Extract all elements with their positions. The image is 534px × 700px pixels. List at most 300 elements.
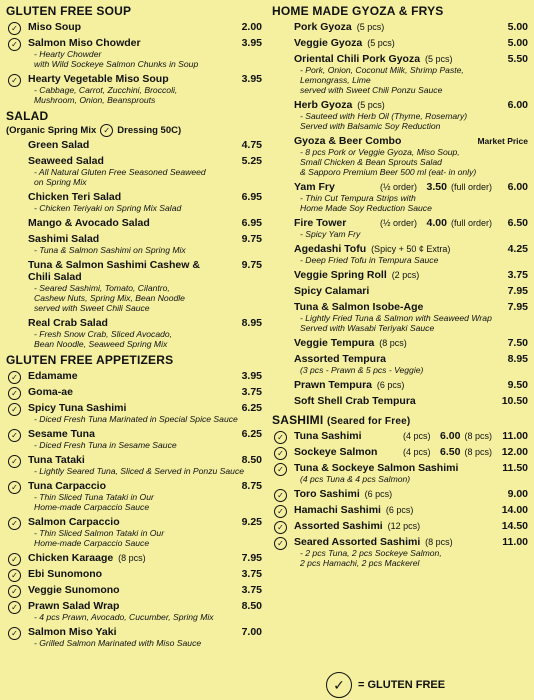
menu-item-description: Small Chicken & Bean Sprouts Salad	[300, 157, 442, 167]
menu-item-name: Seared Assorted Sashimi	[294, 536, 421, 548]
menu-item-price: 5.25	[241, 155, 262, 167]
menu-item	[6, 454, 262, 476]
menu-item-name: Salmon Carpaccio	[28, 516, 120, 528]
gluten-free-icon: ✓	[8, 585, 21, 598]
menu-item	[6, 155, 262, 187]
menu-item-row	[294, 395, 528, 407]
menu-item-name: Sesame Tuna	[28, 428, 95, 440]
menu-item-row	[28, 217, 262, 229]
menu-item-description: Home-made Carpaccio Sauce	[34, 502, 150, 512]
menu-item-row	[28, 21, 262, 33]
menu-item	[272, 430, 528, 442]
menu-item	[6, 21, 262, 33]
menu-item-price: 6.95	[241, 217, 262, 229]
menu-item-price-2: 6.50	[507, 217, 528, 229]
menu-item-row	[28, 600, 262, 612]
menu-item-row	[28, 37, 262, 49]
menu-item-price: 3.75	[241, 584, 262, 596]
menu-item-name: Oriental Chili Pork Gyoza	[294, 53, 421, 65]
menu-item	[6, 600, 262, 622]
gluten-free-icon: ✓	[274, 489, 287, 502]
menu-item	[272, 181, 528, 213]
legend-label: = GLUTEN FREE	[358, 679, 446, 691]
gyoza-list	[272, 21, 528, 177]
menu-item-price: 7.95	[507, 301, 528, 313]
menu-item	[272, 285, 528, 297]
left-column	[6, 0, 262, 652]
gluten-free-icon: ✓	[8, 371, 21, 384]
menu-item-name: Salmon Miso Chowder	[28, 37, 141, 49]
gluten-free-icon: ✓	[8, 22, 21, 35]
gluten-free-icon: ✓	[8, 569, 21, 582]
menu-item-name: Veggie Spring Roll	[294, 269, 387, 281]
menu-item-price-1: 4.00	[426, 217, 447, 229]
menu-item	[6, 370, 262, 382]
menu-item-size: (6 pcs)	[364, 489, 393, 499]
menu-item-description: Home-made Carpaccio Sauce	[34, 538, 150, 548]
menu-item	[272, 243, 528, 265]
gluten-free-icon: ✓	[8, 481, 21, 494]
menu-item-price: 9.00	[507, 488, 528, 500]
menu-item-name: Hamachi Sashimi	[294, 504, 381, 516]
menu-item-price-1: 3.50	[426, 181, 447, 193]
menu-item-name: Tuna Sashimi	[294, 430, 362, 442]
menu-item	[272, 269, 528, 281]
menu-item-size: (6 pcs)	[376, 380, 405, 390]
menu-item-price: 2.00	[241, 21, 262, 33]
menu-item-price: 7.95	[241, 552, 262, 564]
menu-item-row	[294, 520, 528, 532]
menu-item-price: 3.95	[241, 73, 262, 85]
menu-item-size: (8 pcs)	[425, 537, 453, 547]
gluten-free-legend-icon: ✓	[326, 672, 352, 698]
menu-item	[272, 446, 528, 458]
menu-item-price: 6.95	[241, 191, 262, 203]
menu-item-description: & Sapporo Premium Beer 500 ml (eat- in only)	[300, 167, 477, 177]
menu-item-price: Market Price	[477, 136, 528, 146]
menu-item-description: - Thin Sliced Tuna Tataki in Our	[34, 492, 154, 502]
menu-item-price: 7.00	[241, 626, 262, 638]
menu-item-description: - Seared Sashimi, Tomato, Cilantro,	[34, 283, 170, 293]
menu-item-price: 9.75	[241, 233, 262, 245]
menu-item	[272, 353, 528, 375]
menu-item-price: 3.95	[241, 370, 262, 382]
menu-item-row	[28, 139, 262, 151]
menu-item-name: Miso Soup	[28, 21, 82, 33]
menu-item-price: 8.75	[241, 480, 262, 492]
menu-item-row	[294, 37, 528, 49]
menu-item-row	[294, 430, 528, 442]
menu-item-description: - Cabbage, Carrot, Zucchini, Broccoli,	[34, 85, 178, 95]
menu-item-name-wrap	[294, 21, 488, 33]
menu-item-price: 5.00	[507, 21, 528, 33]
menu-item-size: (Spicy + 50 ¢ Extra)	[371, 244, 451, 254]
menu-item-row	[294, 488, 528, 500]
gluten-free-icon: ✓	[274, 537, 287, 550]
menu-item-row	[294, 504, 528, 516]
menu-item-size: (5 pcs)	[424, 54, 453, 64]
menu-item-name: Gyoza & Beer Combo	[294, 135, 402, 147]
menu-item-name-wrap	[294, 269, 488, 281]
menu-item-name: Seaweed Salad	[28, 155, 104, 167]
soup-list	[6, 21, 262, 105]
sashimi-title	[272, 413, 528, 427]
sashimi-dual-list	[272, 430, 528, 458]
gluten-free-icon: ✓	[8, 553, 21, 566]
menu-item-description: Lemongrass, Lime	[300, 75, 371, 85]
menu-item-row	[294, 269, 528, 281]
appetizers-list	[6, 370, 262, 648]
menu-item-size: (5 pcs)	[367, 38, 395, 48]
menu-item-name-wrap	[294, 53, 488, 65]
menu-item	[6, 139, 262, 151]
menu-item-price: 11.50	[502, 462, 528, 474]
menu-item	[272, 135, 528, 177]
menu-item	[6, 584, 262, 596]
menu-item-row	[294, 135, 528, 147]
gyoza-title: HOME MADE GYOZA & FRYS	[272, 4, 444, 18]
menu-item-name: Tuna Carpaccio	[28, 480, 106, 492]
menu-item	[272, 520, 528, 532]
menu-item-description: - Tuna & Salmon Sashimi on Spring Mix	[34, 245, 186, 255]
menu-item-price: 3.95	[241, 37, 262, 49]
menu-item	[6, 217, 262, 229]
menu-item-price: 4.75	[241, 139, 262, 151]
menu-item-price: 3.75	[241, 568, 262, 580]
menu-item-size-2: (full order)	[450, 218, 492, 228]
menu-item-description: with Wild Sockeye Salmon Chunks in Soup	[34, 59, 199, 69]
menu-item	[272, 21, 528, 33]
menu-item-name-wrap	[294, 520, 488, 532]
menu-item-name: Chicken Karaage	[28, 552, 114, 564]
menu-item-row	[294, 446, 528, 458]
menu-item-description: - Lightly Seared Tuna, Sliced & Served in Ponzu Sauce	[34, 466, 245, 476]
menu-item-name: Green Salad	[28, 139, 90, 151]
menu-item-name-wrap	[294, 504, 488, 516]
menu-item-row	[294, 337, 528, 349]
menu-item	[6, 73, 262, 105]
sashimi-title-text: SASHIMI	[272, 413, 324, 427]
menu-item-price: 3.75	[507, 269, 528, 281]
menu-item-description: - Lightly Fried Tuna & Salmon with Seaweed Wrap	[300, 313, 492, 323]
menu-item	[272, 379, 528, 391]
menu-item-name-wrap	[294, 536, 488, 548]
menu-item-name-wrap	[294, 37, 488, 49]
menu-item-row	[294, 99, 528, 111]
menu-item	[272, 217, 528, 239]
menu-item-row	[294, 53, 528, 65]
menu-item-description: - Hearty Chowder	[34, 49, 102, 59]
menu-item-price: 7.50	[507, 337, 528, 349]
menu-item	[272, 99, 528, 131]
menu-item-name-wrap	[28, 552, 222, 564]
menu-item	[6, 37, 262, 69]
menu-item-price-2: 11.00	[502, 430, 528, 442]
menu-item-name: Soft Shell Crab Tempura	[294, 395, 416, 407]
menu-item-price-2: 6.00	[507, 181, 528, 193]
menu-item-size-2: (8 pcs)	[464, 431, 492, 441]
menu-item-size-2: (full order)	[450, 182, 492, 192]
menu-item-row	[294, 353, 528, 365]
sashimi-list	[272, 462, 528, 568]
menu-item-description: - Fresh Snow Crab, Sliced Avocado,	[34, 329, 173, 339]
menu-item-description: - Sauteed with Herb Oil (Thyme, Rosemary)	[300, 111, 468, 121]
menu-item-price: 9.50	[507, 379, 528, 391]
menu-item-name: Toro Sashimi	[294, 488, 360, 500]
menu-item-row	[28, 73, 262, 85]
menu-item-row	[28, 428, 262, 440]
menu-item-row	[28, 584, 262, 596]
menu-item-name: Edamame	[28, 370, 78, 382]
menu-item-row	[294, 217, 528, 229]
menu-item-description: (3 pcs - Prawn & 5 pcs - Veggie)	[300, 365, 424, 375]
menu-item-price: 3.75	[241, 386, 262, 398]
menu-item-price: 9.25	[241, 516, 262, 528]
menu-item-description: on Spring Mix	[34, 177, 87, 187]
menu-item-row	[28, 402, 262, 414]
menu-item-name: Ebi Sunomono	[28, 568, 103, 580]
menu-item-row	[28, 259, 262, 283]
gluten-free-icon: ✓	[8, 601, 21, 614]
menu-item-size-2: (8 pcs)	[464, 447, 492, 457]
menu-item-description: - 4 pcs Prawn, Avocado, Cucumber, Spring Mix	[34, 612, 214, 622]
menu-item	[6, 626, 262, 648]
menu-item	[6, 480, 262, 512]
menu-item-name: Agedashi Tofu	[294, 243, 367, 255]
menu-item	[272, 504, 528, 516]
menu-item-description: Served with Wasabi Teriyaki Sauce	[300, 323, 435, 333]
right-column	[272, 0, 528, 572]
gluten-free-icon: ✓	[274, 505, 287, 518]
menu-item-price: 14.00	[501, 504, 528, 516]
menu-item-name: Sockeye Salmon	[294, 446, 378, 458]
gyoza-list-2	[272, 243, 528, 407]
menu-item-name: Yam Fry	[294, 181, 335, 193]
menu-item-price-1: 6.50	[440, 446, 461, 458]
menu-item-row	[28, 155, 262, 167]
menu-item-size: (8 pcs)	[379, 338, 407, 348]
menu-item-price: 11.00	[502, 536, 528, 548]
menu-item-row	[28, 386, 262, 398]
menu-item	[6, 428, 262, 450]
menu-item-name-wrap	[294, 337, 488, 349]
menu-item-size: (5 pcs)	[356, 22, 385, 32]
menu-item-name: Veggie Tempura	[294, 337, 375, 349]
gluten-free-icon: ✓	[274, 521, 287, 534]
gluten-free-icon: ✓	[8, 403, 21, 416]
menu-item-description: served with Sweet Chili Sauce	[34, 303, 150, 313]
menu-item-row	[294, 379, 528, 391]
menu-item-size: (5 pcs)	[357, 100, 385, 110]
salad-list	[6, 139, 262, 349]
menu-item-price: 8.50	[241, 454, 262, 466]
gyoza-dual-list	[272, 181, 528, 239]
menu-item-name: Herb Gyoza	[294, 99, 353, 111]
menu-item-name-wrap	[294, 488, 488, 500]
gluten-free-icon: ✓	[8, 455, 21, 468]
menu-item	[272, 395, 528, 407]
menu-item-price: 14.50	[501, 520, 528, 532]
menu-item	[6, 568, 262, 580]
menu-item-price: 5.50	[507, 53, 528, 65]
menu-item-size-1: (4 pcs)	[402, 447, 431, 457]
menu-item	[272, 37, 528, 49]
menu-item-name: Pork Gyoza	[294, 21, 352, 33]
menu-item-description: Cashew Nuts, Spring Mix, Bean Noodle	[34, 293, 185, 303]
menu-item-description: - All Natural Gluten Free Seasoned Seaweed	[34, 167, 206, 177]
salad-subtitle	[6, 124, 262, 137]
menu-item	[6, 317, 262, 349]
menu-item-name: Real Crab Salad	[28, 317, 108, 329]
menu-item-description: - Deep Fried Tofu in Tempura Sauce	[300, 255, 439, 265]
menu-item	[272, 488, 528, 500]
menu-item	[6, 386, 262, 398]
menu-item	[272, 462, 528, 484]
gluten-free-icon: ✓	[8, 517, 21, 530]
menu-item	[272, 301, 528, 333]
gluten-free-icon: ✓	[8, 74, 21, 87]
menu-item-name: Goma-ae	[28, 386, 73, 398]
menu-item-name: Veggie Gyoza	[294, 37, 363, 49]
menu-item-description: - Spicy Yam Fry	[300, 229, 361, 239]
menu-item-row	[28, 370, 262, 382]
menu-item-name: Mango & Avocado Salad	[28, 217, 150, 229]
salad-dressing-text: Dressing 50C)	[117, 125, 182, 136]
menu-item-price: 9.75	[241, 259, 262, 271]
menu-item-row	[28, 516, 262, 528]
menu-item	[6, 259, 262, 313]
menu-item-name: Sashimi Salad	[28, 233, 100, 245]
menu-item-row	[294, 301, 528, 313]
menu-item-description: - 8 pcs Pork or Veggie Gyoza, Miso Soup,	[300, 147, 460, 157]
menu-item-name: Assorted Tempura	[294, 353, 386, 365]
menu-item-row	[294, 462, 528, 474]
menu-item-name: Assorted Sashimi	[294, 520, 383, 532]
menu-item-price: 8.95	[241, 317, 262, 329]
menu-item-price: 10.50	[501, 395, 528, 407]
menu-item-row	[294, 21, 528, 33]
menu-item-description: Mushroom, Onion, Beansprouts	[34, 95, 156, 105]
menu-item-name: Prawn Salad Wrap	[28, 600, 120, 612]
appetizers-title: GLUTEN FREE APPETIZERS	[6, 353, 174, 367]
menu-item-description: Home Made Soy Reduction Sauce	[300, 203, 432, 213]
menu-item-description: - Grilled Salmon Marinated with Miso Sauce	[34, 638, 202, 648]
menu-item-name-wrap	[294, 379, 488, 391]
menu-item-description: Bean Noodle, Seaweed Spring Mix	[34, 339, 168, 349]
menu-item-price: 6.00	[507, 99, 528, 111]
menu-item-size: (8 pcs)	[118, 553, 146, 563]
menu-item-size-1: (4 pcs)	[402, 431, 431, 441]
gluten-free-icon: ✓	[8, 627, 21, 640]
gluten-free-icon: ✓	[8, 387, 21, 400]
menu-item-name: Hearty Vegetable Miso Soup	[28, 73, 169, 85]
menu-item-name: Fire Tower	[294, 217, 347, 229]
menu-item-name: Chicken Teri Salad	[28, 191, 122, 203]
menu-item-size-1: (½ order)	[379, 218, 417, 228]
menu-item-name: Veggie Sunomono	[28, 584, 120, 596]
menu-item	[272, 337, 528, 349]
menu-item-row	[28, 317, 262, 329]
menu-item-row	[294, 285, 528, 297]
legend	[326, 672, 445, 698]
menu-item-price: 5.00	[507, 37, 528, 49]
menu-item-name: Spicy Tuna Sashimi	[28, 402, 127, 414]
menu-item-price: 4.25	[507, 243, 528, 255]
menu-item-description: - Chicken Teriyaki on Spring Mix Salad	[34, 203, 182, 213]
menu-item-price-2: 12.00	[501, 446, 528, 458]
menu-item-row	[28, 454, 262, 466]
menu-item-name-wrap	[294, 243, 488, 255]
menu-item	[272, 536, 528, 568]
menu-item-size: (12 pcs)	[387, 521, 421, 531]
menu-item	[6, 402, 262, 424]
menu-item-price: 6.25	[241, 428, 262, 440]
menu-item-name: Tuna & Salmon Sashimi Cashew & Chili Salad	[28, 259, 200, 283]
menu-item-row	[28, 568, 262, 580]
menu-item-price-1: 6.00	[440, 430, 461, 442]
menu-item-row	[294, 243, 528, 255]
menu-item-name: Prawn Tempura	[294, 379, 372, 391]
gluten-free-icon: ✓	[274, 447, 287, 460]
gluten-free-icon: ✓	[274, 463, 287, 476]
menu-item-description: - Thin Cut Tempura Strips with	[300, 193, 416, 203]
menu-item-row	[28, 552, 262, 564]
gluten-free-icon: ✓	[8, 429, 21, 442]
sashimi-subtitle: (Seared for Free)	[326, 416, 411, 427]
salad-subtitle-text: (Organic Spring Mix	[6, 125, 97, 136]
menu-item-row	[294, 181, 528, 193]
menu-item-description: - 2 pcs Tuna, 2 pcs Sockeye Salmon,	[300, 548, 442, 558]
menu-item-size: (6 pcs)	[385, 505, 414, 515]
menu-item	[6, 516, 262, 548]
menu-item-description: - Diced Fresh Tuna in Sesame Sauce	[34, 440, 177, 450]
menu-item-description: Served with Balsamic Soy Reduction	[300, 121, 441, 131]
menu-item-description: (4 pcs Tuna & 4 pcs Salmon)	[300, 474, 411, 484]
menu-item-row	[294, 536, 528, 548]
menu-item-price: 6.25	[241, 402, 262, 414]
menu-item	[6, 552, 262, 564]
menu-item-row	[28, 233, 262, 245]
menu-item	[6, 233, 262, 255]
menu-item-description: - Pork, Onion, Coconut Milk, Shrimp Paste,	[300, 65, 464, 75]
menu-item-name: Tuna & Salmon Isobe-Age	[294, 301, 424, 313]
menu-item-row	[28, 480, 262, 492]
menu-item-name: Tuna & Sockeye Salmon Sashimi	[294, 462, 459, 474]
salad-title: SALAD	[6, 109, 49, 123]
menu-item-size-1: (½ order)	[379, 182, 417, 192]
gluten-free-icon: ✓	[100, 124, 113, 137]
menu-item-price: 8.50	[241, 600, 262, 612]
menu-item-row	[28, 191, 262, 203]
menu-item-price: 7.95	[507, 285, 528, 297]
menu-item-name-wrap	[294, 99, 488, 111]
menu-item	[6, 191, 262, 213]
menu-item-description: - Thin Sliced Salmon Tataki in Our	[34, 528, 165, 538]
menu-item-name: Salmon Miso Yaki	[28, 626, 117, 638]
menu-item-name: Tuna Tataki	[28, 454, 85, 466]
menu-item	[272, 53, 528, 95]
menu-item-description: served with Sweet Chili Ponzu Sauce	[300, 85, 443, 95]
menu-item-size: (2 pcs)	[391, 270, 420, 280]
gluten-free-icon: ✓	[274, 431, 287, 444]
soup-title: GLUTEN FREE SOUP	[6, 4, 132, 18]
menu-item-description: - Diced Fresh Tuna Marinated in Special Spice Sauce	[34, 414, 238, 424]
menu-item-price: 8.95	[507, 353, 528, 365]
menu-item-description: 2 pcs Hamachi, 2 pcs Mackerel	[300, 558, 420, 568]
menu-item-row	[28, 626, 262, 638]
menu-item-name: Spicy Calamari	[294, 285, 370, 297]
gluten-free-icon: ✓	[8, 38, 21, 51]
